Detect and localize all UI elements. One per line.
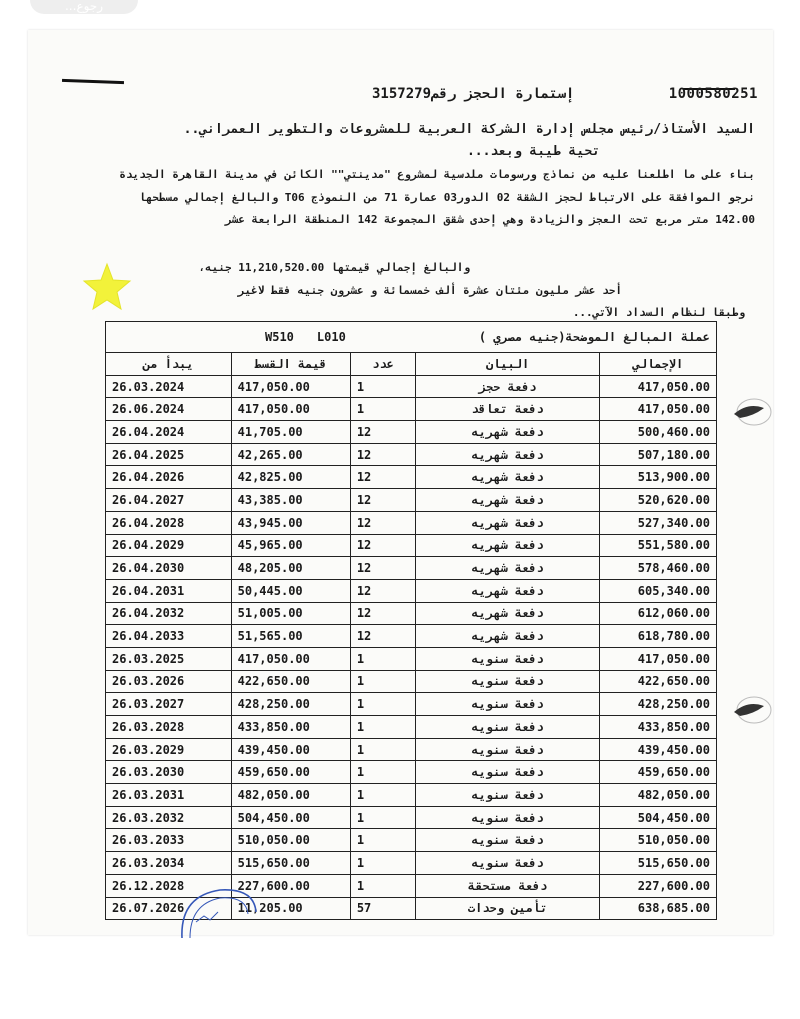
row-description: دفعة سنويه: [416, 806, 600, 829]
row-count: 1: [350, 852, 416, 875]
row-description: دفعة شهريه: [416, 602, 600, 625]
row-start-date: 26.04.2024: [106, 421, 232, 444]
paragraph-line-3: 142.00 متر مربع تحت العجز والزيادة وهي إحدى شقق المجموعة 142 المنطقة الرابعة عشر: [225, 213, 755, 226]
table-row: [106, 398, 717, 421]
row-installment-value: 439,450.00: [231, 738, 350, 761]
row-start-date: 26.03.2033: [106, 829, 232, 852]
row-start-date: 26.03.2027: [106, 693, 232, 716]
row-description: دفعة شهريه: [416, 534, 600, 557]
binder-hole-icon: [728, 392, 774, 432]
row-count: 1: [350, 738, 416, 761]
header-start-date: يبدأ من: [106, 353, 232, 376]
header-description: البيان: [416, 353, 600, 376]
row-count: 12: [350, 534, 416, 557]
row-start-date: 26.03.2024: [106, 375, 232, 398]
row-installment-value: 11,205.00: [231, 897, 350, 920]
row-total: 551,580.00: [599, 534, 716, 557]
row-start-date: 26.03.2025: [106, 647, 232, 670]
row-count: 12: [350, 421, 416, 444]
table-row: [106, 670, 717, 693]
row-count: 12: [350, 489, 416, 512]
row-description: دفعة مستحقة: [416, 874, 600, 897]
row-start-date: 26.04.2031: [106, 579, 232, 602]
row-count: 1: [350, 874, 416, 897]
row-total: 504,450.00: [599, 806, 716, 829]
row-installment-value: 510,050.00: [231, 829, 350, 852]
row-installment-value: 227,600.00: [231, 874, 350, 897]
row-count: 1: [350, 670, 416, 693]
row-start-date: 26.04.2027: [106, 489, 232, 512]
row-installment-value: 417,050.00: [231, 647, 350, 670]
row-description: دفعة شهريه: [416, 557, 600, 580]
row-count: 1: [350, 761, 416, 784]
table-row: [106, 443, 717, 466]
row-start-date: 26.04.2032: [106, 602, 232, 625]
row-total: 513,900.00: [599, 466, 716, 489]
back-pill[interactable]: ...رجوع: [30, 0, 138, 14]
row-installment-value: 51,565.00: [231, 625, 350, 648]
row-description: دفعة سنويه: [416, 716, 600, 739]
row-count: 1: [350, 375, 416, 398]
row-description: دفعة سنويه: [416, 693, 600, 716]
row-count: 1: [350, 693, 416, 716]
table-row: [106, 421, 717, 444]
row-count: 1: [350, 784, 416, 807]
row-count: 12: [350, 466, 416, 489]
paragraph-line-1: بناء على ما اطلعنا عليه من نماذج ورسومات ملدسية لمشروع "مدينتي"" الكائن في مدينة القاهرة الجديدة: [119, 168, 755, 181]
binder-hole-icon: [728, 690, 774, 730]
row-start-date: 26.03.2026: [106, 670, 232, 693]
row-description: دفعة سنويه: [416, 738, 600, 761]
table-row: [106, 375, 717, 398]
row-count: 1: [350, 647, 416, 670]
row-installment-value: 41,705.00: [231, 421, 350, 444]
row-description: دفعة شهريه: [416, 421, 600, 444]
salutation: السيد الأستاذ/رئيس مجلس إدارة الشركة العربية للمشروعات والتطوير العمراني..: [183, 122, 755, 137]
table-row: [106, 806, 717, 829]
handwritten-dash: [62, 79, 124, 84]
stamp-seal-icon: [176, 882, 260, 942]
row-description: دفعة شهريه: [416, 625, 600, 648]
row-count: 12: [350, 579, 416, 602]
table-row: [106, 511, 717, 534]
row-total: 482,050.00: [599, 784, 716, 807]
row-total: 417,050.00: [599, 375, 716, 398]
table-row: [106, 647, 717, 670]
row-start-date: 26.03.2034: [106, 852, 232, 875]
table-row: [106, 625, 717, 648]
row-installment-value: 433,850.00: [231, 716, 350, 739]
table-row: [106, 693, 717, 716]
row-installment-value: 51,005.00: [231, 602, 350, 625]
table-currency-row: [106, 322, 717, 353]
row-total: 515,650.00: [599, 852, 716, 875]
code-w: W510: [265, 330, 294, 344]
row-total: 500,460.00: [599, 421, 716, 444]
row-total: 612,060.00: [599, 602, 716, 625]
row-total: 417,050.00: [599, 398, 716, 421]
row-start-date: 26.03.2029: [106, 738, 232, 761]
row-start-date: 26.12.2028: [106, 874, 232, 897]
row-installment-value: 428,250.00: [231, 693, 350, 716]
row-installment-value: 43,385.00: [231, 489, 350, 512]
table-row: [106, 466, 717, 489]
row-description: دفعة سنويه: [416, 829, 600, 852]
table-header-row: [106, 353, 717, 376]
reference-number: 1000580251: [668, 86, 758, 102]
row-start-date: 26.04.2029: [106, 534, 232, 557]
row-total: 433,850.00: [599, 716, 716, 739]
form-title: إستمارة الحجز رقم3157279: [372, 86, 575, 102]
table-body: [106, 375, 717, 920]
row-count: 1: [350, 829, 416, 852]
row-description: دفعة شهريه: [416, 443, 600, 466]
row-count: 57: [350, 897, 416, 920]
total-value-words: أحد عشر مليون مئتان عشرة ألف خمسمائة و عشرون جنيه فقط لاغير: [237, 284, 622, 297]
code-l: L010: [316, 330, 346, 344]
row-description: دفعة شهريه: [416, 511, 600, 534]
table-row: [106, 579, 717, 602]
row-description: دفعة سنويه: [416, 670, 600, 693]
row-count: 12: [350, 443, 416, 466]
row-installment-value: 50,445.00: [231, 579, 350, 602]
row-description: دفعة سنويه: [416, 647, 600, 670]
row-description: دفعة تعاقد: [416, 398, 600, 421]
row-installment-value: 417,050.00: [231, 398, 350, 421]
row-description: دفعة شهريه: [416, 466, 600, 489]
row-start-date: 26.03.2028: [106, 716, 232, 739]
row-start-date: 26.03.2032: [106, 806, 232, 829]
row-installment-value: 48,205.00: [231, 557, 350, 580]
row-description: دفعة حجز: [416, 375, 600, 398]
table-row: [106, 489, 717, 512]
row-total: 459,650.00: [599, 761, 716, 784]
row-installment-value: 42,825.00: [231, 466, 350, 489]
row-total: 507,180.00: [599, 443, 716, 466]
row-description: دفعة سنويه: [416, 761, 600, 784]
currency-note: عملة المبالغ الموضحة(جنيه مصري ): [478, 330, 710, 344]
paragraph-line-2: نرجو الموافقة على الارتباط لحجز الشقة 02 الدور03 عمارة 71 من النموذج T06 والبالغ إجمالي مسطحها: [139, 191, 755, 204]
row-total: 428,250.00: [599, 693, 716, 716]
header-total: الإجمالي: [599, 353, 716, 376]
row-count: 1: [350, 398, 416, 421]
row-count: 12: [350, 602, 416, 625]
row-start-date: 26.03.2030: [106, 761, 232, 784]
row-total: 520,620.00: [599, 489, 716, 512]
row-start-date: 26.04.2030: [106, 557, 232, 580]
row-start-date: 26.07.2026: [106, 897, 232, 920]
row-count: 1: [350, 806, 416, 829]
row-start-date: 26.06.2024: [106, 398, 232, 421]
table-row: [106, 716, 717, 739]
row-total: 510,050.00: [599, 829, 716, 852]
row-count: 1: [350, 716, 416, 739]
table-row: [106, 738, 717, 761]
table-row: [106, 557, 717, 580]
table-row: [106, 829, 717, 852]
row-total: 618,780.00: [599, 625, 716, 648]
row-start-date: 26.03.2031: [106, 784, 232, 807]
row-installment-value: 504,450.00: [231, 806, 350, 829]
row-count: 12: [350, 511, 416, 534]
row-start-date: 26.04.2026: [106, 466, 232, 489]
row-total: 527,340.00: [599, 511, 716, 534]
row-description: تأمين وحدات: [416, 897, 600, 920]
header-installment-value: قيمة القسط: [231, 353, 350, 376]
row-installment-value: 417,050.00: [231, 375, 350, 398]
row-total: 417,050.00: [599, 647, 716, 670]
row-description: دفعة شهريه: [416, 579, 600, 602]
row-description: دفعة سنويه: [416, 852, 600, 875]
row-count: 12: [350, 625, 416, 648]
row-total: 638,685.00: [599, 897, 716, 920]
row-total: 422,650.00: [599, 670, 716, 693]
table-row: [106, 852, 717, 875]
row-installment-value: 422,650.00: [231, 670, 350, 693]
greeting: تحية طيبة وبعد...: [466, 144, 600, 159]
row-total: 439,450.00: [599, 738, 716, 761]
row-installment-value: 459,650.00: [231, 761, 350, 784]
highlight-star-icon: [82, 262, 132, 312]
payment-system-label: وطبقا لنظام السداد الآتي...: [572, 306, 745, 319]
row-installment-value: 42,265.00: [231, 443, 350, 466]
row-count: 12: [350, 557, 416, 580]
row-description: دفعة شهريه: [416, 489, 600, 512]
row-total: 605,340.00: [599, 579, 716, 602]
row-description: دفعة سنويه: [416, 784, 600, 807]
row-total: 578,460.00: [599, 557, 716, 580]
header-count: عدد: [350, 353, 416, 376]
payment-schedule-table: [105, 321, 717, 920]
row-start-date: 26.04.2028: [106, 511, 232, 534]
row-total: 227,600.00: [599, 874, 716, 897]
row-installment-value: 45,965.00: [231, 534, 350, 557]
row-start-date: 26.04.2025: [106, 443, 232, 466]
table-row: [106, 534, 717, 557]
total-value-line: والبالغ إجمالي قيمتها 11,210,520.00 جنيه،: [198, 261, 470, 274]
row-installment-value: 482,050.00: [231, 784, 350, 807]
table-row: [106, 784, 717, 807]
table-row: [106, 761, 717, 784]
row-installment-value: 515,650.00: [231, 852, 350, 875]
row-installment-value: 43,945.00: [231, 511, 350, 534]
row-start-date: 26.04.2033: [106, 625, 232, 648]
table-row: [106, 602, 717, 625]
